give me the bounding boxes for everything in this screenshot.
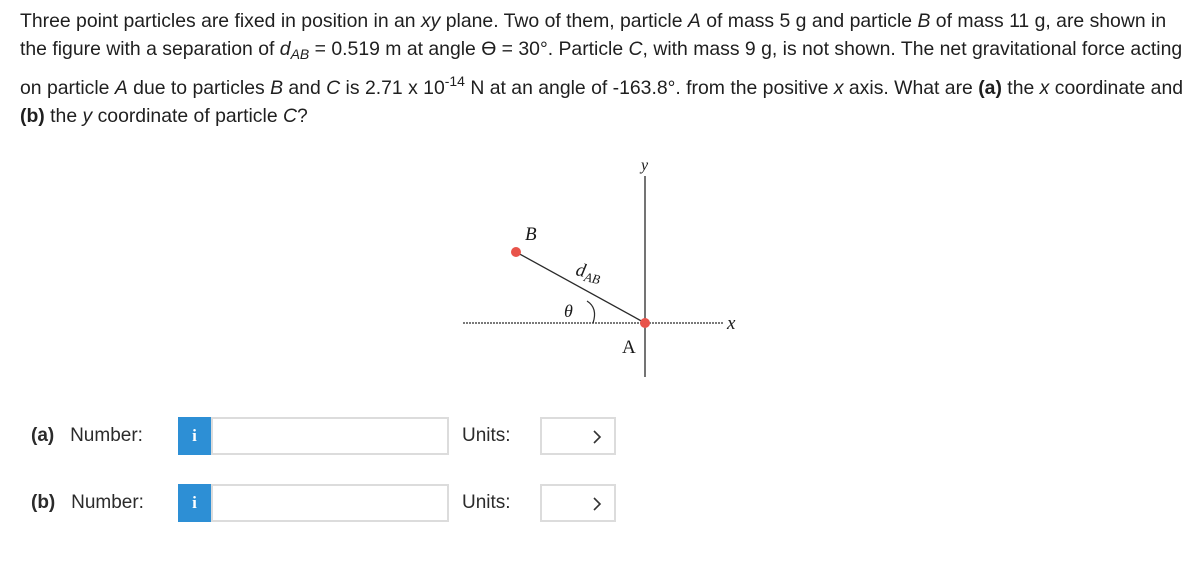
answer-row-a xyxy=(28,416,628,456)
problem-text-segment: of mass 11 g, are shown in the figure with a separation of xyxy=(20,10,1167,60)
units-label-a: Units: xyxy=(462,425,511,446)
label-d-ab: $d_{AB}$ xyxy=(573,259,602,288)
problem-text-segment: axis. What are xyxy=(843,77,979,99)
problem-text-segment: coordinate and xyxy=(1049,77,1184,99)
particle-a xyxy=(640,318,650,328)
problem-text-segment: B xyxy=(917,10,931,32)
chevron-down-icon xyxy=(592,429,602,445)
info-icon[interactable]: i xyxy=(178,484,211,522)
problem-text-segment: N at an angle of -163.8°. from the positive xyxy=(464,77,834,99)
problem-text-segment: A xyxy=(687,10,701,32)
label-a: A xyxy=(622,337,636,358)
part-b-label xyxy=(31,492,144,514)
part-b-number-label: Number: xyxy=(71,492,144,513)
problem-text-segment: C xyxy=(326,77,341,99)
problem-text-segment: x xyxy=(1039,77,1050,99)
problem-text-segment: C xyxy=(628,37,643,60)
problem-text-segment: -14 xyxy=(444,73,465,89)
chevron-down-icon xyxy=(592,496,602,512)
particle-figure xyxy=(455,150,755,390)
problem-text-segment: xy xyxy=(420,10,441,32)
problem-text-segment: due to particles xyxy=(127,77,271,99)
part-b-letter: (b) xyxy=(31,492,56,513)
answer-row-b xyxy=(28,483,628,523)
label-y: y xyxy=(641,157,649,174)
units-dropdown-a[interactable] xyxy=(540,417,616,455)
problem-text-segment: x xyxy=(833,77,844,99)
problem-text-segment: d xyxy=(279,37,291,60)
problem-text-segment: AB xyxy=(290,45,310,62)
problem-text-segment: Three point particles are fixed in position in an xyxy=(20,10,421,32)
label-theta: θ xyxy=(564,301,573,321)
problem-text-segment: ? xyxy=(297,104,308,127)
units-dropdown-b[interactable] xyxy=(540,484,616,522)
problem-text-segment: plane. Two of them, particle xyxy=(440,10,688,32)
problem-text-segment: (b) xyxy=(20,104,45,127)
number-input-b[interactable] xyxy=(211,484,449,522)
problem-statement xyxy=(20,8,1190,130)
problem-text-segment: y xyxy=(82,104,93,127)
problem-text-segment: is 2.71 x 10 xyxy=(340,77,445,99)
label-x: x xyxy=(727,313,736,334)
info-icon[interactable]: i xyxy=(178,417,211,455)
problem-text-segment: the xyxy=(44,104,83,127)
label-b: B xyxy=(525,224,537,245)
number-input-a[interactable] xyxy=(211,417,449,455)
problem-text-segment: of mass 5 g and particle xyxy=(700,10,918,32)
part-a-label xyxy=(31,425,143,447)
theta-arc xyxy=(587,301,595,323)
problem-text-segment: (a) xyxy=(978,77,1002,99)
particle-diagram xyxy=(455,150,755,390)
problem-text-segment: the xyxy=(1001,77,1040,99)
problem-text-segment: and xyxy=(283,77,327,99)
problem-text-segment: C xyxy=(283,104,298,127)
problem-text-segment: , with mass 9 g, is not shown. The net gravitational force acting on particle xyxy=(20,37,1183,99)
part-a-letter: (a) xyxy=(31,425,55,446)
problem-text-segment: B xyxy=(270,77,284,99)
problem-text-segment: coordinate of particle xyxy=(92,104,283,127)
part-a-number-label: Number: xyxy=(70,425,143,446)
problem-text-segment: A xyxy=(114,77,128,99)
particle-b xyxy=(511,247,521,257)
units-label-b: Units: xyxy=(462,492,511,513)
problem-text-segment: = 0.519 m at angle ϴ = 30°. Particle xyxy=(309,37,629,60)
